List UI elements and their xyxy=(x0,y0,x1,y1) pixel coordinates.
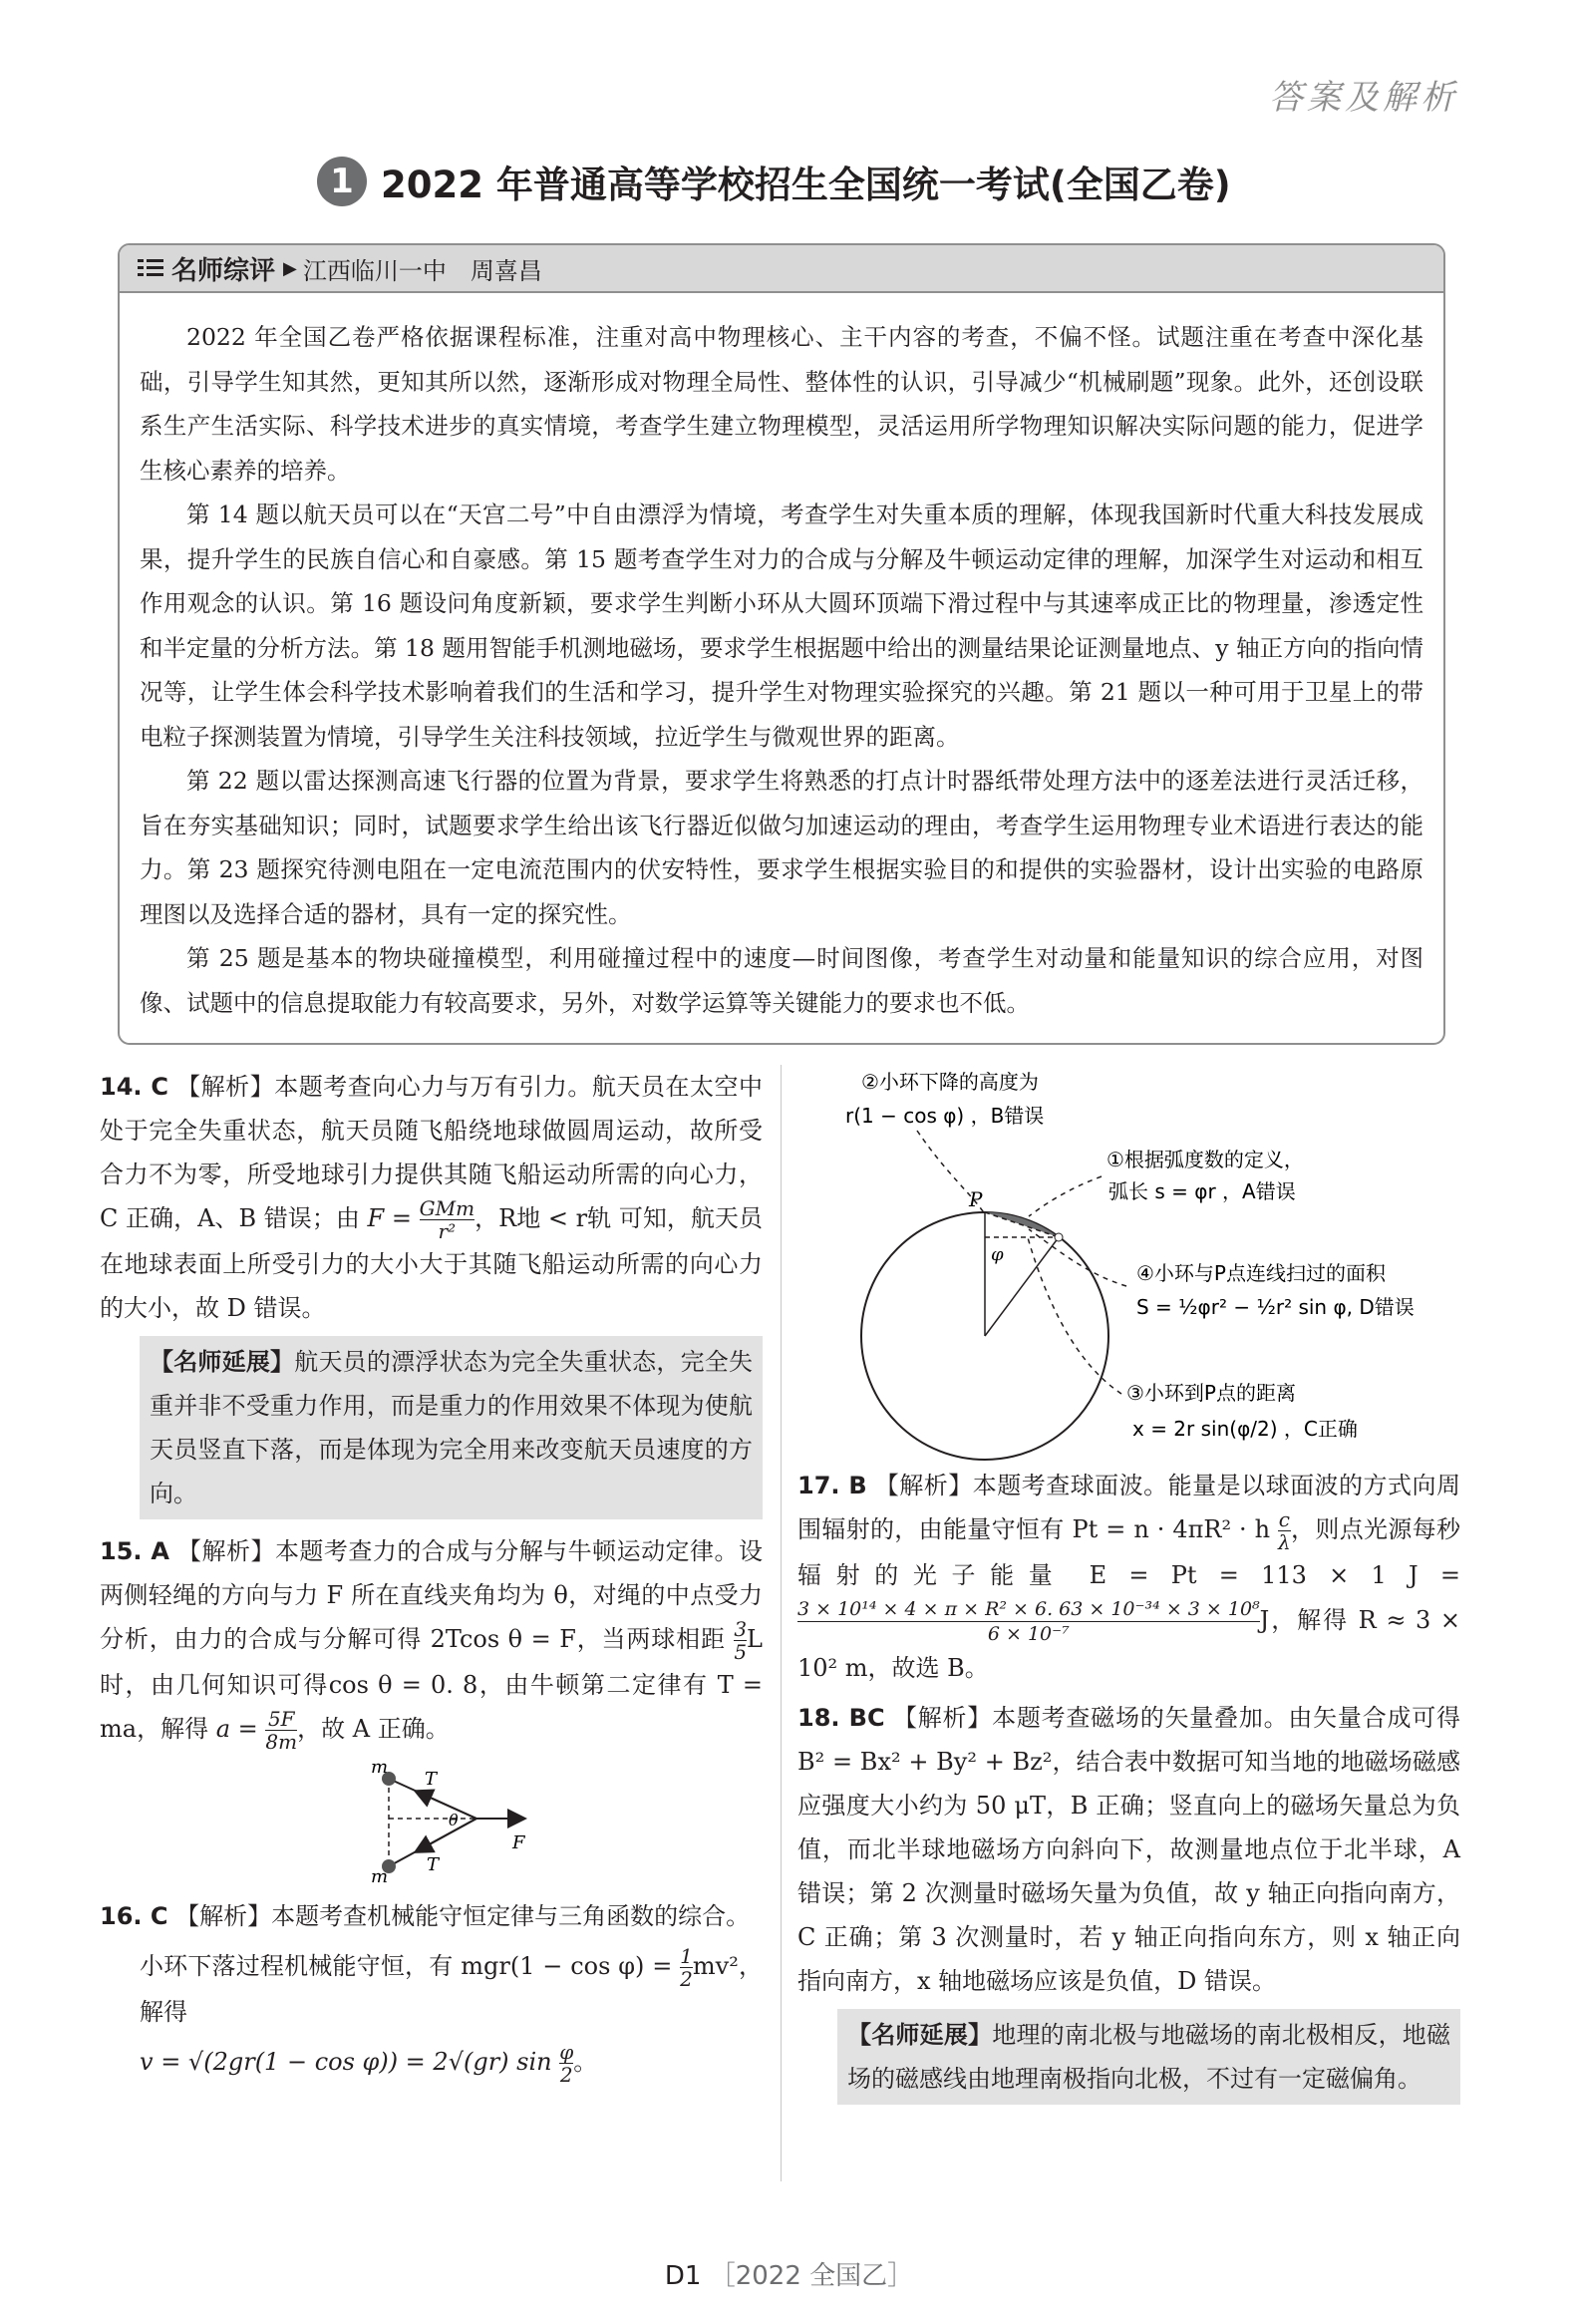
list-icon xyxy=(138,257,163,279)
review-label: 名师综评 xyxy=(171,255,276,286)
analysis-text: 本题考查机械能守恒定律与三角函数的综合。 xyxy=(271,1902,751,1930)
page-subtitle: ［2022 全国乙］ xyxy=(709,2261,914,2291)
mass-label: m xyxy=(371,1866,389,1887)
review-paragraph: 第 22 题以雷达探测高速飞行器的位置为背景，要求学生将熟悉的打点计时器纸带处理方法中的逐差法进行灵活迁移，旨在夯实基础知识；同时，试题要求学生给出该飞行器近似做匀加速运动的理由，考查学生运用物理专业术语进行表达的能力。第 23 题探究待测电阻在一定电流范围内的伏安特性，要求学生根据实验目的和提供的实验器材，设计出实验的电路原理图以及选择合适的器材，具有一定的探究性。 xyxy=(140,767,1423,928)
analysis-tag: 【解析】 xyxy=(874,1472,973,1499)
question-15 xyxy=(100,1529,763,1753)
teacher-extension xyxy=(837,2009,1460,2105)
review-header xyxy=(120,245,1443,293)
question-number: 18. BC xyxy=(797,1704,885,1732)
question-number: 17. B xyxy=(797,1472,867,1499)
fraction-three-fifths: $\frac{3}{5}$ xyxy=(734,1617,748,1664)
question-17 xyxy=(797,1464,1460,1690)
annotation-distance: ③小环到P点的距离 xyxy=(1126,1381,1296,1405)
analysis-tag: 【解析】 xyxy=(892,1704,993,1732)
analysis-text: J，解得 R ≈ 3 × 10² m，故选 B。 xyxy=(797,1606,1460,1682)
question-16-formula: v = √(2gr(1 − cos φ)) = 2√(gr) sin $\frac{\varphi}{2}$ 。 xyxy=(140,2040,598,2087)
angle-phi-label: φ xyxy=(991,1244,1004,1265)
speed-formula: v = √(2gr(1 − cos φ)) = 2√(gr) sin xyxy=(140,2048,560,2076)
extension-text: 地理的南北极与地磁场的南北极相反，地磁场的磁感线由地理南极指向北极，不过有一定磁偏角。 xyxy=(847,2021,1450,2093)
analysis-text: 本题考查向心力与万有引力。航天员在太空中处于完全失重状态，航天员随飞船绕地球做圆周运动，故所受合力不为零，所受地球引力提供其随飞船运动所需的向心力，C 正确，A、B 错误；由 xyxy=(100,1073,764,1232)
tension-label: T xyxy=(427,1854,440,1875)
analysis-text: ，故 A 正确。 xyxy=(297,1715,450,1743)
extension-label: 【名师延展】 xyxy=(150,1348,295,1376)
annotation-distance-result: x = 2r sin(φ/2) ，C正确 xyxy=(1132,1417,1358,1441)
analysis-text: 本题考查力的合成与分解与牛顿运动定律。设两侧轻绳的方向与力 F 所在直线夹角均为 θ，对绳的中点受力分析，由力的合成与分解可得 2Tcos θ = F，当两球相距 xyxy=(100,1537,763,1653)
question-16 xyxy=(100,1894,763,1938)
mass-label: m xyxy=(371,1759,389,1778)
analysis-tag: 【解析】 xyxy=(176,1073,275,1101)
section-label: 答案及解析 xyxy=(1269,78,1458,118)
page-number: D1 xyxy=(664,2261,702,2291)
page-footer xyxy=(0,2255,1578,2292)
review-body xyxy=(120,293,1443,1025)
teacher-extension xyxy=(140,1336,763,1519)
column-divider xyxy=(781,1065,782,2181)
title-text: 2022 年普通高等学校招生全国统一考试(全国乙卷) xyxy=(381,164,1231,206)
question-14 xyxy=(100,1065,763,1330)
review-paragraph: 第 14 题以航天员可以在“天宫二号”中自由漂浮为情境，考查学生对失重本质的理解，体现我国新时代重大科技发展成果，提升学生的民族自信心和自豪感。第 15 题考查学生对力的合成与分解及牛顿运动定律的理解，加深学生对运动和相互作用观念的认识。第 16 题设问角度新颖，要求学生判断小环从大圆环顶端下滑过程中与其速率成正比的物理量，渗透定性和半定量的分析方法。第 18 题用智能手机测地磁场，要求学生根据题中给出的测量结果论证测量地点、y 轴正方向的指向情况等，让学生体会科学技术影响着我们的生活和学习，提升学生对物理实验探究的兴趣。第 21 题以一种可用于卫星上的带电粒子探测装置为情境，引导学生关注科技领域，拉近学生与微观世界的距离。 xyxy=(140,500,1423,751)
review-source: 江西临川一中 周喜昌 xyxy=(302,256,542,285)
energy-fraction: $\frac{\text{3 × 10¹⁴ × 4 × π × R² × 6. 63 × 10⁻³⁴ × 3 × 10⁸}}{\text{6 × 10⁻⁷}}$ xyxy=(797,1598,1260,1645)
annotation-area: ④小环与P点连线扫过的面积 xyxy=(1136,1261,1386,1285)
question-16-cont xyxy=(100,1944,763,2034)
extension-label: 【名师延展】 xyxy=(847,2021,993,2049)
tension-label: T xyxy=(425,1769,438,1790)
extension-text: 航天员的漂浮状态为完全失重状态，完全失重并非不受重力作用，而是重力的作用效果不体现为使航天员竖直下落，而是体现为完全用来改变航天员速度的方向。 xyxy=(150,1348,753,1507)
right-column xyxy=(797,1065,1460,2115)
accel-formula: a = $\frac{5F}{8m}$ xyxy=(215,1707,298,1754)
question-18 xyxy=(797,1696,1460,2003)
triangle-icon: ▶ xyxy=(283,257,297,279)
ring-diagram xyxy=(797,1065,1460,1464)
annotation-area-result: S = ½φr² − ½r² sin φ, D错误 xyxy=(1136,1295,1415,1319)
fraction-phi-half: $\frac{\varphi}{2}$ xyxy=(559,2040,574,2087)
annotation-arc: ①根据弧度数的定义， xyxy=(1106,1148,1304,1171)
teacher-review-box xyxy=(118,243,1445,1045)
review-paragraph: 第 25 题是基本的物块碰撞模型，利用碰撞过程中的速度—时间图像，考查学生对动量和能量知识的综合应用，对图像、试题中的信息提取能力有较高要求，另外，对数学运算等关键能力的要求也不低。 xyxy=(140,944,1423,1017)
question-number: 15. A xyxy=(100,1537,169,1565)
left-column xyxy=(100,1065,763,2092)
fraction-half: $\frac{1}{2}$ xyxy=(680,1944,693,1991)
analysis-text: mv²，解得 xyxy=(140,1952,763,2026)
analysis-text: 本题考查磁场的矢量叠加。由矢量合成可得 B² = Bx² + By² + Bz²，结合表中数据可知当地的地磁场磁感应强度大小约为 50 μT，B 正确；竖直向上的磁场矢量总为负值，而北半球地磁场方向斜向下，故测量地点位于北半球，A 错误；第 2 次测量时磁场矢量为负值，故 y 轴正向指向南方，C 正确；第 3 次测量时，若 y 轴正向指向东方，则 x 轴正向指向南方，x 轴地磁场应该是负值，D 错误。 xyxy=(797,1704,1461,1995)
point-p-label: P xyxy=(969,1187,983,1211)
review-paragraph: 2022 年全国乙卷严格依据课程标准，注重对高中物理核心、主干内容的考查，不偏不怪。试题注重在考查中深化基础，引导学生知其然，更知其所以然，逐渐形成对物理全局性、整体性的认识，引导减少“机械刷题”现象。此外，还创设联系生产生活实际、科学技术进步的真实情境，考查学生建立物理模型，灵活运用所学物理知识解决实际问题的能力，促进学生核心素养的培养。 xyxy=(140,323,1423,485)
analysis-tag: 【解析】 xyxy=(175,1902,272,1930)
force-diagram xyxy=(100,1759,763,1888)
analysis-text: 本题考查球面波。能量是以球面波的方式向周围辐射的，由能量守恒有 Pt = n · 4πR² · h xyxy=(797,1472,1460,1543)
analysis-text: L时，由几何知识可得cos θ = 0. 8，由牛顿第二定律有 T = ma，解得 xyxy=(100,1625,763,1743)
annotation-height-result: r(1 − cos φ) ，B错误 xyxy=(845,1104,1045,1128)
fraction-c-lambda: $\frac{c}{\lambda}$ xyxy=(1278,1507,1291,1554)
analysis-text: 可知，航天员在地球表面上所受引力的大小大于其随飞船运动所需的向心力的大小，故 D 错误。 xyxy=(100,1204,763,1322)
angle-label: θ xyxy=(449,1811,459,1829)
question-number: 16. C xyxy=(100,1902,168,1930)
analysis-tag: 【解析】 xyxy=(177,1537,275,1565)
analysis-text: ，则点光源每秒辐射的光子能量 E = Pt = 113 × 1 J = xyxy=(797,1515,1460,1589)
page-title xyxy=(317,150,1231,213)
question-number: 14. C xyxy=(100,1073,168,1101)
gravity-formula: F = GMm r² ，R地 < r轨 xyxy=(367,1196,612,1243)
annotation-height: ②小环下降的高度为 xyxy=(861,1070,1039,1094)
annotation-arc-result: 弧长 s = φr ，A错误 xyxy=(1108,1179,1296,1203)
force-label: F xyxy=(512,1832,525,1853)
title-number-badge: 1 xyxy=(317,157,367,206)
analysis-text: 小环下落过程机械能守恒，有 mgr(1 − cos φ) = xyxy=(140,1952,681,1980)
